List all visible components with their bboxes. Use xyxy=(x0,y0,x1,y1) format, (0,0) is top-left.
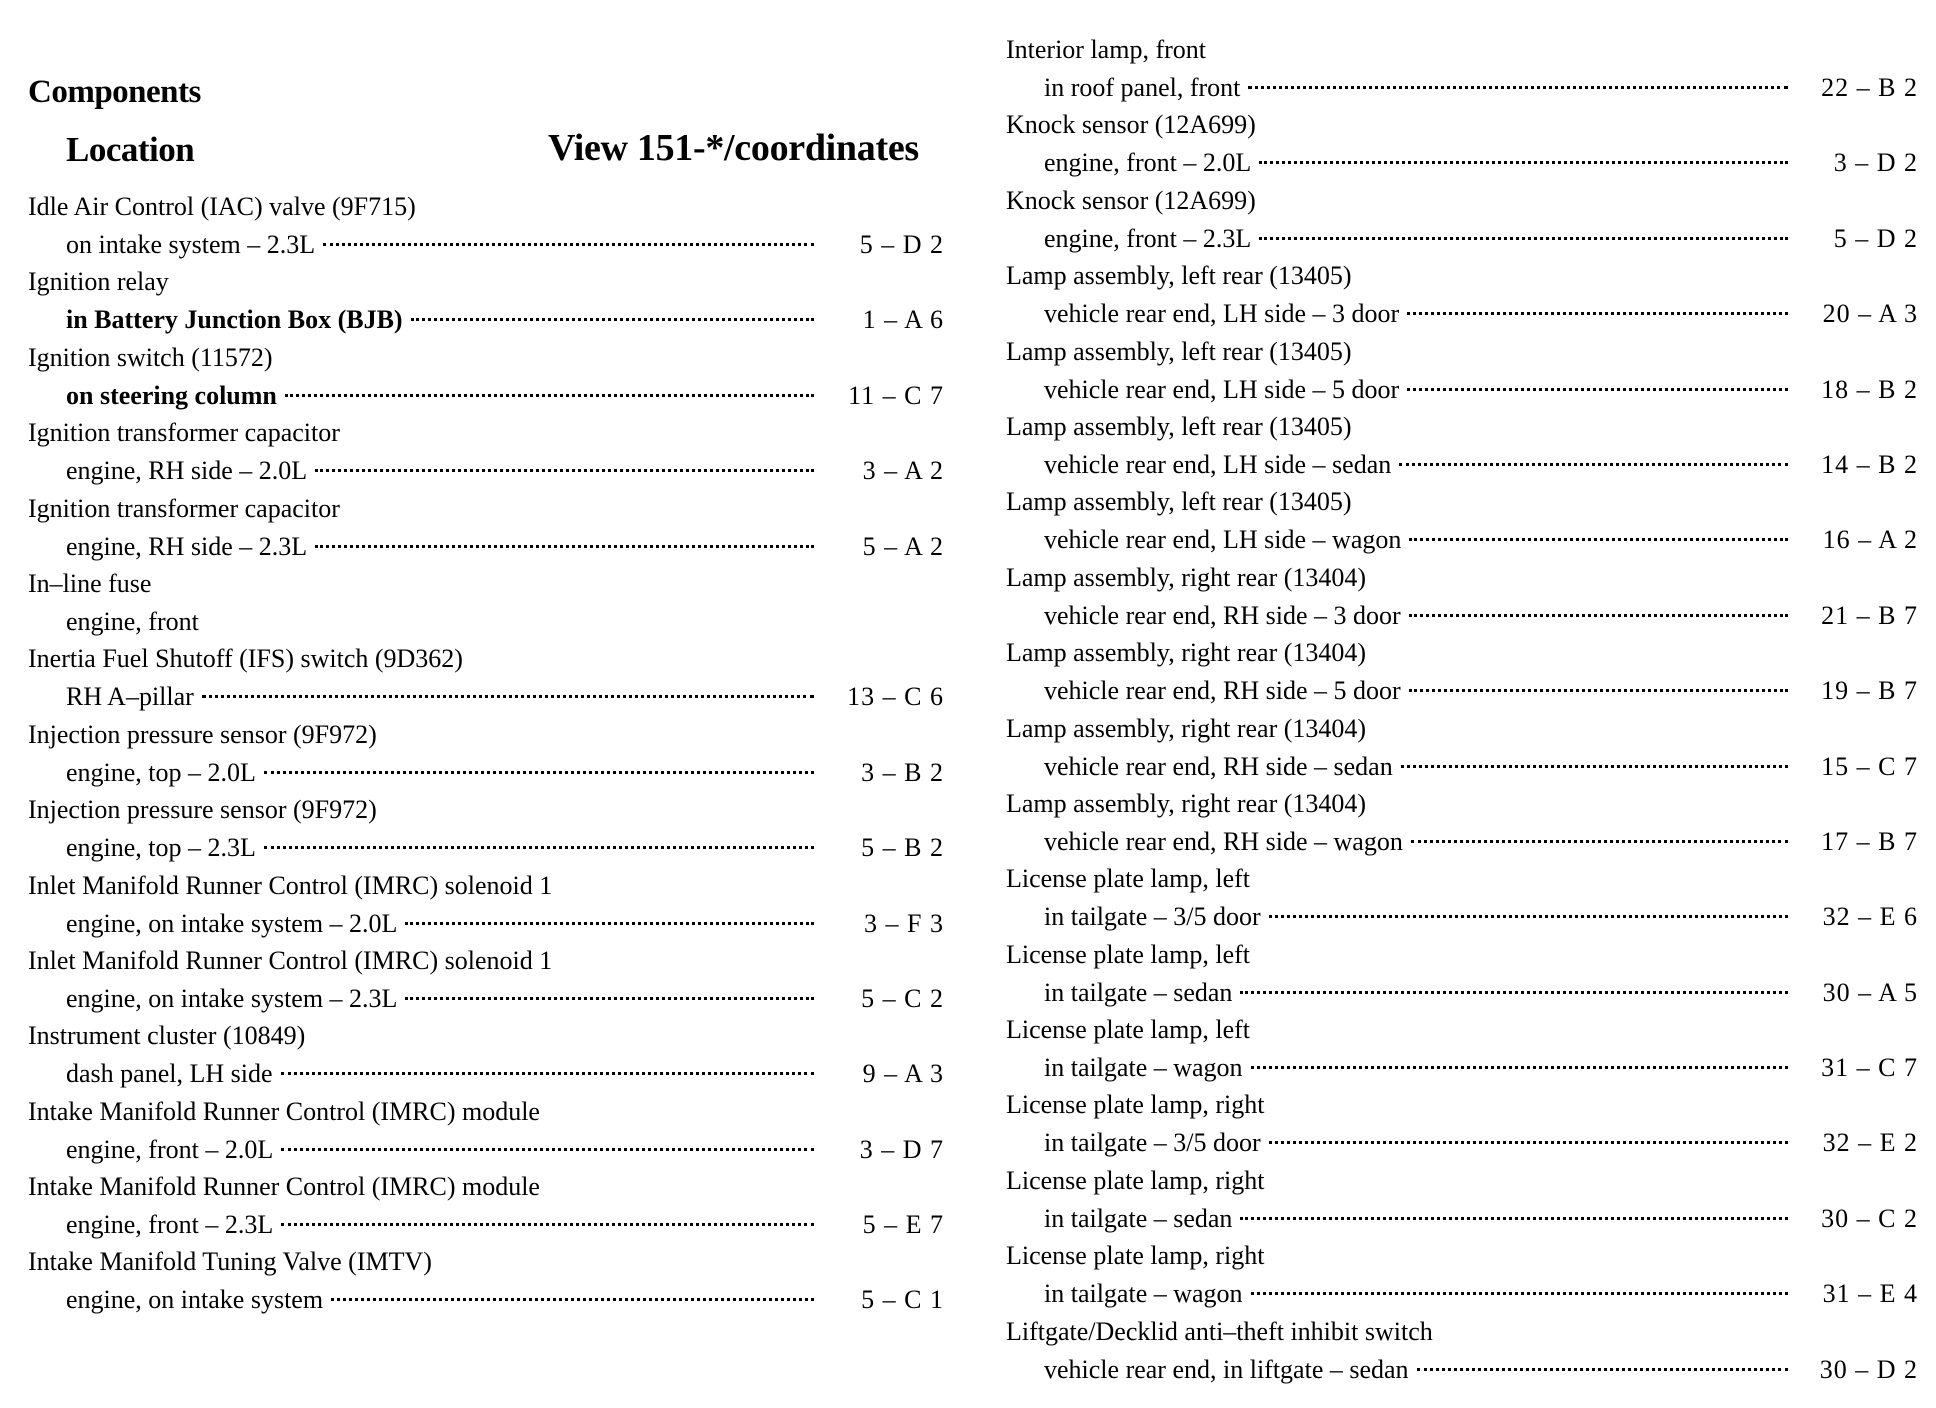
location-row xyxy=(66,1209,944,1241)
view-coordinate: 14 – B 2 xyxy=(1821,449,1918,479)
view-coordinate: 5 – E 7 xyxy=(862,1210,944,1240)
view-coordinate: 31 – E 4 xyxy=(1822,1279,1918,1309)
location-row xyxy=(1044,751,1918,783)
component-entry xyxy=(28,794,944,869)
component-name: License plate lamp, left xyxy=(1006,864,1251,894)
component-name: Knock sensor (12A699) xyxy=(1006,110,1256,140)
right-component-list xyxy=(1006,34,1918,1391)
component-entry xyxy=(1006,939,1918,1014)
view-coordinate: 5 – A 2 xyxy=(862,531,944,561)
component-name: Inertia Fuel Shutoff (IFS) switch (9D362) xyxy=(28,644,463,674)
component-location: in tailgate – sedan xyxy=(1044,1203,1233,1233)
view-coordinate: 3 – A 2 xyxy=(862,456,944,486)
component-location: in tailgate – 3/5 door xyxy=(1044,1128,1261,1158)
dot-leader xyxy=(1269,1141,1788,1144)
component-entry xyxy=(1006,486,1918,561)
component-entry xyxy=(1006,1089,1918,1164)
component-entry xyxy=(28,945,944,1020)
view-coordinate: 15 – C 7 xyxy=(1821,751,1918,781)
view-coordinate: 5 – C 1 xyxy=(861,1285,944,1315)
dot-leader xyxy=(1407,312,1788,315)
dot-leader xyxy=(264,771,814,774)
component-name: Inlet Manifold Runner Control (IMRC) solenoid 1 xyxy=(28,870,553,900)
component-name: Lamp assembly, right rear (13404) xyxy=(1006,638,1367,668)
component-name: Inlet Manifold Runner Control (IMRC) solenoid 1 xyxy=(28,945,553,975)
component-location: engine, RH side – 2.3L xyxy=(66,531,308,561)
component-name: Ignition relay xyxy=(28,267,169,297)
component-name: Lamp assembly, right rear (13404) xyxy=(1006,562,1367,592)
location-row xyxy=(66,380,944,412)
component-location: engine, front – 2.0L xyxy=(1044,148,1252,178)
location-row xyxy=(1044,901,1918,933)
component-name: Lamp assembly, left rear (13405) xyxy=(1006,487,1352,517)
component-location: vehicle rear end, RH side – 5 door xyxy=(1044,676,1401,706)
location-row xyxy=(66,832,944,864)
dot-leader xyxy=(405,922,814,925)
dot-leader xyxy=(1248,86,1788,89)
component-entry xyxy=(28,1246,944,1321)
location-row xyxy=(66,1058,944,1090)
location-row xyxy=(1044,1203,1918,1235)
component-entry xyxy=(1006,260,1918,335)
view-coordinate: 3 – B 2 xyxy=(861,757,944,787)
location-row xyxy=(1044,147,1918,179)
component-name: License plate lamp, right xyxy=(1006,1241,1265,1271)
component-entry xyxy=(1006,1014,1918,1089)
dot-leader xyxy=(1251,1292,1788,1295)
dot-leader xyxy=(331,1298,814,1301)
component-location: in roof panel, front xyxy=(1044,73,1241,102)
component-entry xyxy=(1006,109,1918,184)
view-coordinate: 18 – B 2 xyxy=(1821,374,1918,404)
location-column-heading: Location xyxy=(66,130,195,169)
dot-leader xyxy=(1407,388,1788,391)
view-coordinate: 1 – A 6 xyxy=(862,305,944,335)
dot-leader xyxy=(323,243,814,246)
component-location: engine, on intake system – 2.3L xyxy=(66,983,398,1013)
component-entry xyxy=(28,1020,944,1095)
location-row xyxy=(66,304,944,336)
location-row xyxy=(66,229,944,261)
view-coordinate: 3 – D 7 xyxy=(859,1134,944,1164)
component-name: Intake Manifold Tuning Valve (IMTV) xyxy=(28,1247,432,1277)
component-entry xyxy=(28,493,944,568)
component-name: License plate lamp, left xyxy=(1006,1015,1251,1045)
page-title: Components xyxy=(28,74,201,110)
component-location: engine, top – 2.3L xyxy=(66,833,256,863)
component-location: dash panel, LH side xyxy=(66,1059,273,1089)
location-row xyxy=(66,681,944,713)
view-coordinate: 5 – C 2 xyxy=(861,983,944,1013)
location-row xyxy=(1044,72,1918,104)
component-entry xyxy=(1006,788,1918,863)
location-row xyxy=(66,983,944,1015)
dot-leader xyxy=(315,469,814,472)
component-entry xyxy=(28,870,944,945)
dot-leader xyxy=(1401,765,1788,768)
dot-leader xyxy=(264,846,814,849)
component-name: Injection pressure sensor (9F972) xyxy=(28,795,377,825)
dot-leader xyxy=(1251,1066,1788,1069)
dot-leader xyxy=(1399,463,1788,466)
view-coordinate: 30 – D 2 xyxy=(1819,1354,1918,1384)
view-coordinate: 3 – F 3 xyxy=(864,908,944,938)
component-name: License plate lamp, left xyxy=(1006,939,1251,969)
view-coordinate: 22 – B 2 xyxy=(1821,73,1918,102)
component-location: engine, on intake system – 2.0L xyxy=(66,908,398,938)
component-location: vehicle rear end, LH side – wagon xyxy=(1044,525,1402,555)
view-coordinate: 19 – B 7 xyxy=(1821,676,1918,706)
component-location: in Battery Junction Box (BJB) xyxy=(66,305,403,335)
dot-leader xyxy=(1240,1217,1788,1220)
location-row xyxy=(66,1134,944,1166)
component-name: In–line fuse xyxy=(28,568,152,598)
component-name: Interior lamp, front xyxy=(1006,35,1206,64)
component-entry xyxy=(1006,185,1918,260)
dot-leader xyxy=(1259,161,1788,164)
dot-leader xyxy=(315,545,814,548)
component-location: vehicle rear end, LH side – 5 door xyxy=(1044,374,1400,404)
component-location: RH A–pillar xyxy=(66,682,194,712)
location-row xyxy=(1044,1354,1918,1386)
dot-leader xyxy=(202,695,814,698)
dot-leader xyxy=(285,394,814,397)
component-entry xyxy=(1006,863,1918,938)
component-name: Lamp assembly, left rear (13405) xyxy=(1006,336,1352,366)
component-entry xyxy=(1006,336,1918,411)
location-row xyxy=(66,908,944,940)
dot-leader xyxy=(1269,915,1788,918)
component-entry xyxy=(28,266,944,341)
location-row xyxy=(66,606,944,638)
component-location: vehicle rear end, in liftgate – sedan xyxy=(1044,1354,1409,1384)
component-entry xyxy=(28,342,944,417)
component-location: engine, front – 2.3L xyxy=(66,1210,274,1240)
component-location: in tailgate – wagon xyxy=(1044,1053,1243,1083)
component-location: vehicle rear end, RH side – 3 door xyxy=(1044,600,1401,630)
component-location: vehicle rear end, RH side – sedan xyxy=(1044,751,1393,781)
component-entry xyxy=(28,1171,944,1246)
view-coordinate: 11 – C 7 xyxy=(848,380,944,410)
component-name: Ignition switch (11572) xyxy=(28,342,273,372)
component-entry xyxy=(1006,1240,1918,1315)
component-location: vehicle rear end, RH side – wagon xyxy=(1044,826,1403,856)
view-coordinate: 3 – D 2 xyxy=(1833,148,1918,178)
component-name: Injection pressure sensor (9F972) xyxy=(28,719,377,749)
location-row xyxy=(1044,524,1918,556)
view-coordinate: 17 – B 7 xyxy=(1821,826,1918,856)
location-row xyxy=(1044,675,1918,707)
component-entry xyxy=(1006,562,1918,637)
dot-leader xyxy=(1259,237,1788,240)
view-coordinate: 16 – A 2 xyxy=(1822,525,1918,555)
component-entry xyxy=(1006,637,1918,712)
location-row xyxy=(1044,977,1918,1009)
dot-leader xyxy=(281,1148,814,1151)
component-entry xyxy=(28,1096,944,1171)
component-name: Ignition transformer capacitor xyxy=(28,493,340,523)
component-name: Instrument cluster (10849) xyxy=(28,1021,306,1051)
view-coordinate: 5 – D 2 xyxy=(859,230,944,259)
component-location: engine, front – 2.3L xyxy=(1044,223,1252,253)
location-row xyxy=(1044,298,1918,330)
component-entry xyxy=(1006,1165,1918,1240)
component-name: License plate lamp, right xyxy=(1006,1165,1265,1195)
component-name: Knock sensor (12A699) xyxy=(1006,185,1256,215)
view-coordinate: 32 – E 2 xyxy=(1822,1128,1918,1158)
component-entry xyxy=(1006,713,1918,788)
dot-leader xyxy=(1409,614,1788,617)
component-name: Ignition transformer capacitor xyxy=(28,418,340,448)
location-row xyxy=(1044,1127,1918,1159)
view-coordinate: 20 – A 3 xyxy=(1822,299,1918,329)
location-row xyxy=(1044,600,1918,632)
component-location: vehicle rear end, LH side – sedan xyxy=(1044,449,1392,479)
view-coordinates-column-heading: View 151-*/coordinates xyxy=(548,127,919,169)
dot-leader xyxy=(405,997,814,1000)
component-entry xyxy=(1006,1316,1918,1391)
dot-leader xyxy=(1240,991,1788,994)
left-component-list xyxy=(28,191,944,1322)
dot-leader xyxy=(1409,689,1788,692)
dot-leader xyxy=(1409,538,1788,541)
view-coordinate: 21 – B 7 xyxy=(1821,600,1918,630)
component-entry xyxy=(28,643,944,718)
view-coordinate: 32 – E 6 xyxy=(1822,902,1918,932)
component-name: Liftgate/Decklid anti–theft inhibit switch xyxy=(1006,1316,1433,1346)
view-coordinate: 9 – A 3 xyxy=(862,1059,944,1089)
view-coordinate: 30 – C 2 xyxy=(1821,1203,1918,1233)
component-location: on steering column xyxy=(66,380,277,410)
component-entry xyxy=(28,191,944,266)
component-location: engine, RH side – 2.0L xyxy=(66,456,308,486)
component-location: in tailgate – 3/5 door xyxy=(1044,902,1261,932)
component-name: Lamp assembly, left rear (13405) xyxy=(1006,261,1352,291)
view-coordinate: 30 – A 5 xyxy=(1822,977,1918,1007)
location-row xyxy=(66,531,944,563)
location-row xyxy=(1044,449,1918,481)
component-entry xyxy=(28,568,944,643)
view-coordinate: 13 – C 6 xyxy=(847,682,944,712)
location-row xyxy=(66,757,944,789)
location-row xyxy=(1044,223,1918,255)
view-coordinate: 5 – B 2 xyxy=(861,833,944,863)
location-row xyxy=(1044,1052,1918,1084)
component-location: on intake system – 2.3L xyxy=(66,230,316,259)
location-row xyxy=(1044,374,1918,406)
component-entry xyxy=(1006,34,1918,109)
component-location: engine, front – 2.0L xyxy=(66,1134,274,1164)
dot-leader xyxy=(281,1072,814,1075)
component-entry xyxy=(28,417,944,492)
view-coordinate: 31 – C 7 xyxy=(1821,1053,1918,1083)
dot-leader xyxy=(411,318,814,321)
component-location: engine, front xyxy=(66,606,199,636)
component-location: engine, top – 2.0L xyxy=(66,757,256,787)
dot-leader xyxy=(1417,1368,1788,1371)
component-name: Lamp assembly, right rear (13404) xyxy=(1006,713,1367,743)
location-row xyxy=(1044,826,1918,858)
location-row xyxy=(66,455,944,487)
view-coordinate: 5 – D 2 xyxy=(1833,223,1918,253)
component-name: Lamp assembly, right rear (13404) xyxy=(1006,788,1367,818)
component-name: Lamp assembly, left rear (13405) xyxy=(1006,411,1352,441)
component-location: vehicle rear end, LH side – 3 door xyxy=(1044,299,1400,329)
dot-leader xyxy=(1411,840,1788,843)
component-location: in tailgate – sedan xyxy=(1044,977,1233,1007)
dot-leader xyxy=(281,1223,814,1226)
location-row xyxy=(66,1284,944,1316)
component-name: License plate lamp, right xyxy=(1006,1090,1265,1120)
component-name: Intake Manifold Runner Control (IMRC) module xyxy=(28,1172,540,1202)
component-location: engine, on intake system xyxy=(66,1285,324,1315)
component-location: in tailgate – wagon xyxy=(1044,1279,1243,1309)
component-entry xyxy=(28,719,944,794)
component-name: Intake Manifold Runner Control (IMRC) module xyxy=(28,1096,540,1126)
component-entry xyxy=(1006,411,1918,486)
component-name: Idle Air Control (IAC) valve (9F715) xyxy=(28,192,416,221)
location-row xyxy=(1044,1278,1918,1310)
